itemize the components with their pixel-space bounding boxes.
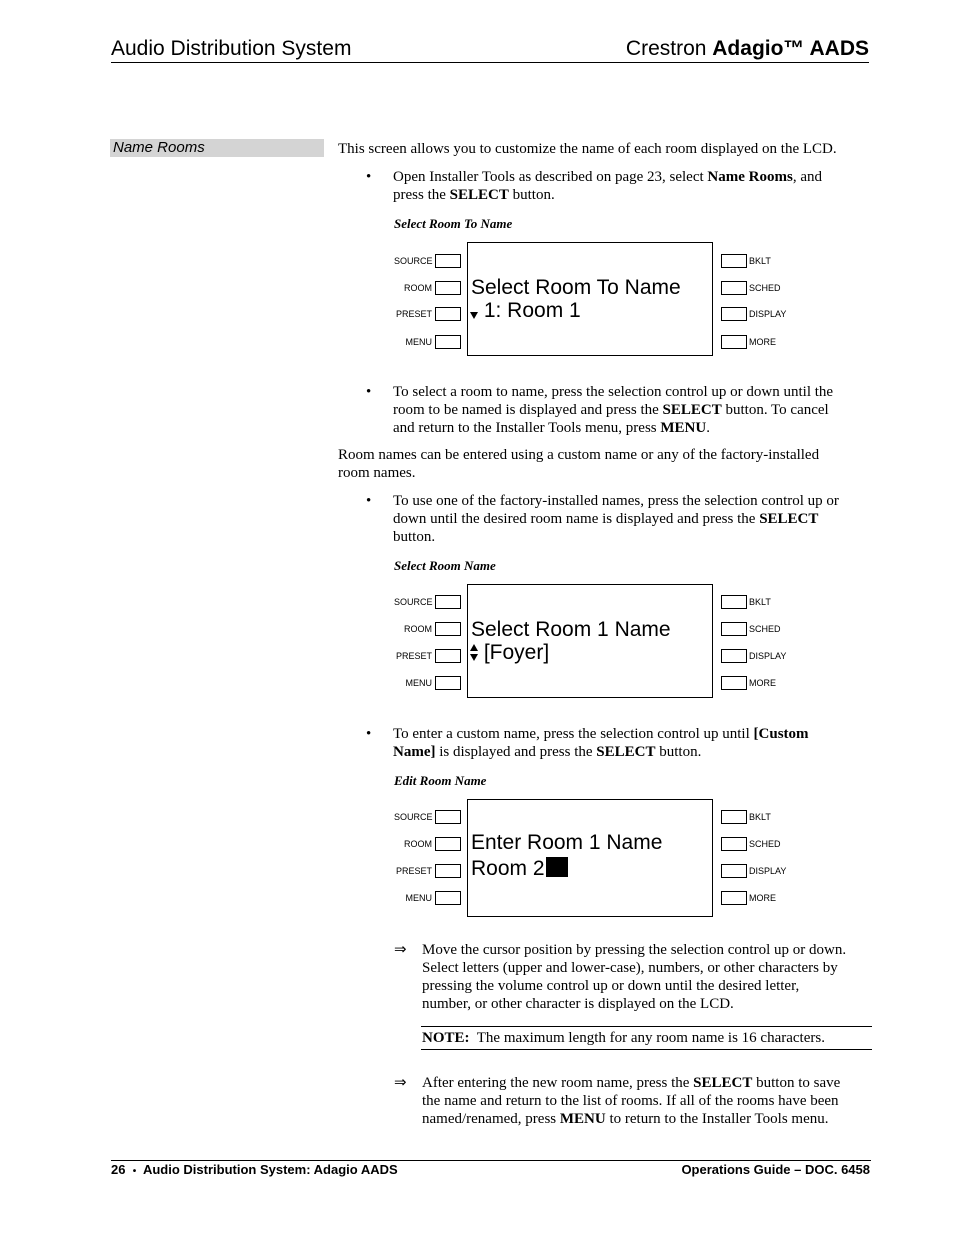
header-product-prefix: Crestron	[625, 37, 713, 60]
bullet-dot: •	[366, 384, 372, 400]
lcd-line-2	[471, 857, 568, 881]
bullet-text: is displayed and press the	[435, 744, 597, 760]
page-number: 26	[111, 1162, 126, 1177]
more-label: MORE	[749, 337, 776, 347]
bullet-custom-name	[366, 725, 809, 761]
display-label: DISPLAY	[749, 866, 787, 876]
lcd-line-1: Enter Room 1 Name	[471, 831, 663, 854]
lcd-line-2-text: [Foyer]	[478, 641, 550, 664]
more-button[interactable]	[721, 676, 747, 690]
bklt-label: BKLT	[749, 597, 771, 607]
note-body: The maximum length for any room name is 16 characters.	[469, 1030, 825, 1046]
footer-rule	[111, 1160, 871, 1161]
lcd-line-1: Select Room 1 Name	[471, 618, 671, 641]
bklt-label: BKLT	[749, 812, 771, 822]
bullet-bold: SELECT	[449, 187, 509, 203]
lcd-display	[467, 242, 713, 356]
bullet-text: button. To cancel	[721, 402, 829, 418]
lcd-line-2-text: Room 2	[471, 857, 545, 880]
menu-label: MENU	[405, 678, 432, 688]
step-text: Move the cursor position by pressing the selection control up or down.	[422, 942, 847, 958]
preset-button[interactable]	[435, 864, 461, 878]
bullet-text: Open Installer Tools as described on page 23, select	[393, 169, 708, 185]
section-label: Name Rooms	[110, 139, 324, 157]
display-label: DISPLAY	[749, 651, 787, 661]
sched-label: SCHED	[749, 839, 781, 849]
paragraph-text: room names.	[338, 465, 416, 481]
note-text	[422, 1029, 825, 1047]
bullet-text: button.	[508, 187, 555, 203]
sched-label: SCHED	[749, 283, 781, 293]
bklt-button[interactable]	[721, 810, 747, 824]
step-text: pressing the volume control up or down until the desired letter,	[422, 978, 800, 994]
display-label: DISPLAY	[749, 309, 787, 319]
paragraph-text: Room names can be entered using a custom name or any of the factory-installed	[338, 447, 820, 463]
figure-caption-select-room-name: Select Room Name	[394, 558, 496, 573]
source-button[interactable]	[435, 595, 461, 609]
bklt-button[interactable]	[721, 254, 747, 268]
source-button[interactable]	[435, 810, 461, 824]
footer-left	[111, 1162, 398, 1177]
bullet-text: , and	[792, 169, 822, 185]
bullet-factory-names	[366, 492, 839, 546]
room-button[interactable]	[435, 837, 461, 851]
lcd-display	[467, 799, 713, 917]
bullet-text: .	[706, 420, 710, 436]
bullet-text: button.	[655, 744, 702, 760]
room-names-paragraph	[338, 446, 819, 482]
more-label: MORE	[749, 893, 776, 903]
room-button[interactable]	[435, 622, 461, 636]
step-bold: MENU	[559, 1111, 606, 1127]
room-button[interactable]	[435, 281, 461, 295]
bullet-text: To select a room to name, press the selection control up or down until the	[393, 384, 834, 400]
step-text: button to save	[752, 1075, 841, 1091]
lcd-line-1: Select Room To Name	[471, 276, 681, 299]
lcd-panel-edit-room-name	[394, 799, 794, 917]
lcd-line-2	[470, 641, 549, 665]
lcd-display	[467, 584, 713, 698]
more-button[interactable]	[721, 335, 747, 349]
note-label: NOTE:	[422, 1030, 470, 1046]
step-save-name	[394, 1074, 841, 1128]
lcd-line-2	[470, 299, 581, 323]
room-label: ROOM	[404, 283, 432, 293]
source-button[interactable]	[435, 254, 461, 268]
step-text: number, or other character is displayed on the LCD.	[422, 996, 734, 1012]
header-rule	[111, 62, 869, 63]
lcd-panel-select-room-name	[394, 584, 794, 700]
room-label: ROOM	[404, 839, 432, 849]
bullet-bold: [Custom	[753, 726, 809, 742]
text-cursor-icon	[546, 857, 568, 877]
footer-doc-id: Operations Guide – DOC. 6458	[681, 1162, 870, 1177]
figure-caption-edit-room-name: Edit Room Name	[394, 773, 487, 788]
menu-label: MENU	[405, 893, 432, 903]
step-move-cursor	[394, 941, 847, 1013]
source-label: SOURCE	[394, 597, 433, 607]
preset-button[interactable]	[435, 649, 461, 663]
bklt-button[interactable]	[721, 595, 747, 609]
step-text: named/renamed, press	[422, 1111, 560, 1127]
sched-button[interactable]	[721, 837, 747, 851]
bullet-bold: SELECT	[759, 511, 819, 527]
menu-button[interactable]	[435, 891, 461, 905]
sched-button[interactable]	[721, 622, 747, 636]
header-product	[626, 37, 869, 61]
room-label: ROOM	[404, 624, 432, 634]
bullet-open-installer-tools	[366, 168, 822, 204]
sched-button[interactable]	[721, 281, 747, 295]
implies-arrow-icon: ⇒	[394, 942, 407, 958]
footer-title: Audio Distribution System: Adagio AADS	[142, 1162, 398, 1177]
figure-caption-select-room-to-name: Select Room To Name	[394, 216, 513, 231]
preset-label: PRESET	[395, 866, 432, 876]
bullet-bold: SELECT	[596, 744, 656, 760]
step-text: to return to the Installer Tools menu.	[605, 1111, 829, 1127]
bullet-text: and return to the Installer Tools menu, press	[393, 420, 661, 436]
bullet-text: To use one of the factory-installed names, press the selection control up or	[393, 493, 839, 509]
preset-button[interactable]	[435, 307, 461, 321]
lcd-panel-select-room-to-name	[394, 242, 794, 358]
menu-button[interactable]	[435, 676, 461, 690]
display-button[interactable]	[721, 649, 747, 663]
menu-label: MENU	[405, 337, 432, 347]
step-text: After entering the new room name, press the	[422, 1075, 694, 1091]
implies-arrow-icon: ⇒	[394, 1075, 407, 1091]
more-button[interactable]	[721, 891, 747, 905]
header-product-name: Adagio™ AADS	[712, 37, 869, 60]
step-text: Select letters (upper and lower-case), numbers, or other characters by	[422, 960, 838, 976]
bullet-bold: Name Rooms	[707, 169, 793, 185]
display-button[interactable]	[721, 864, 747, 878]
bullet-text: down until the desired room name is displayed and press the	[393, 511, 760, 527]
bullet-select-room	[366, 383, 834, 437]
bullet-text: room to be named is displayed and press the	[393, 402, 663, 418]
bullet-bold: Name]	[393, 744, 436, 760]
source-label: SOURCE	[394, 812, 433, 822]
note-box	[421, 1026, 872, 1050]
bullet-text: To enter a custom name, press the selection control up until	[393, 726, 754, 742]
bullet-dot: •	[366, 169, 372, 185]
bullet-bold: MENU	[660, 420, 707, 436]
lcd-line-2-text: 1: Room 1	[478, 299, 581, 322]
footer-separator: •	[132, 1166, 137, 1177]
bullet-dot: •	[366, 493, 372, 509]
down-arrow-icon	[470, 311, 478, 319]
more-label: MORE	[749, 678, 776, 688]
intro-text: This screen allows you to customize the name of each room displayed on the LCD.	[338, 141, 837, 157]
preset-label: PRESET	[395, 309, 432, 319]
menu-button[interactable]	[435, 335, 461, 349]
bullet-bold: SELECT	[662, 402, 722, 418]
step-text: the name and return to the list of rooms. If all of the rooms have been	[422, 1093, 839, 1109]
step-bold: SELECT	[693, 1075, 753, 1091]
bullet-text: button.	[393, 529, 436, 545]
bullet-text: press the	[393, 187, 450, 203]
header-title: Audio Distribution System	[111, 37, 352, 60]
bklt-label: BKLT	[749, 256, 771, 266]
sched-label: SCHED	[749, 624, 781, 634]
display-button[interactable]	[721, 307, 747, 321]
source-label: SOURCE	[394, 256, 433, 266]
bullet-dot: •	[366, 726, 372, 742]
up-down-arrow-icon	[470, 644, 478, 662]
preset-label: PRESET	[395, 651, 432, 661]
